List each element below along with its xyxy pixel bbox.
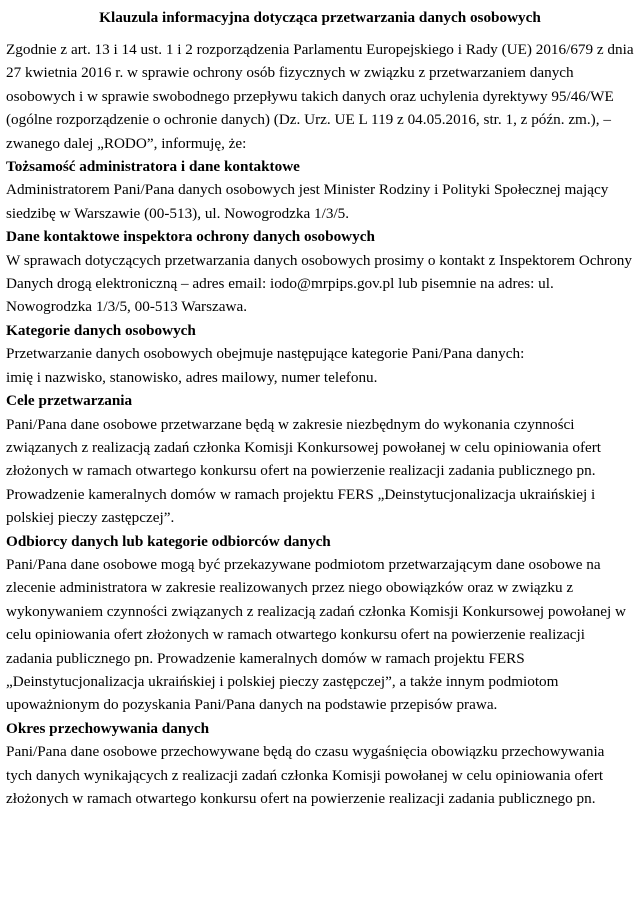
section-administrator <box>6 155 634 225</box>
section-retention <box>6 717 634 811</box>
section-paragraph: Pani/Pana dane osobowe przetwarzane będą w zakresie niezbędnym do wykonania czynności związanych z realizacją zadań członka Komisji Konkursowej powołanej w celu opiniowania ofert złożonych w ramach otwartego konkursu ofert na powierzenie realizacji zadania publicznego pn. Prowadzenie kameralnych domów w ramach projektu FERS „Deinstytucjonalizacja ukraińskiej i polskiej pieczy zastępczej”. <box>6 415 602 527</box>
section-paragraph: W sprawach dotyczących przetwarzania danych osobowych prosimy o kontakt z Inspektorem Ochrony Danych drogą elektroniczną – adres email: iodo@mrpips.gov.pl lub pisemnie na adres: ul. Nowogrodzka 1/3/5, 00-513 Warszawa. <box>6 251 632 316</box>
section-heading: Tożsamość administratora i dane kontaktowe <box>6 158 300 176</box>
document-title: Klauzula informacyjna dotycząca przetwarzania danych osobowych <box>99 9 541 26</box>
section-heading: Cele przetwarzania <box>6 392 133 410</box>
section-heading: Dane kontaktowe inspektora ochrony danych osobowych <box>6 228 375 246</box>
section-heading: Kategorie danych osobowych <box>6 321 196 339</box>
section-paragraph: Pani/Pana dane osobowe przechowywane będą do czasu wygaśnięcia obowiązku przechowywania tych danych wynikających z realizacji zadań członka Komisji powołanej w celu opiniowania ofert złożonych w ramach otwartego konkursu ofert na powierzenie realizacji zadania publicznego pn. <box>6 743 605 807</box>
section-iod-contact <box>6 225 634 319</box>
section-recipients <box>6 530 634 717</box>
section-data-categories <box>6 319 634 389</box>
section-paragraph: Przetwarzanie danych osobowych obejmuje następujące kategorie Pani/Pana danych: <box>6 345 525 363</box>
section-paragraph: imię i nazwisko, stanowisko, adres mailowy, numer telefonu. <box>6 368 378 386</box>
section-paragraph: Pani/Pana dane osobowe mogą być przekazywane podmiotom przetwarzającym dane osobowe na zlecenie administratora w zakresie realizowanych przez niego obowiązków oraz w związku z wykonywaniem czynności związanych z realizacją zadań członka Komisji Konkursowej powołanej w celu opiniowania ofert złożonych w ramach otwartego konkursu ofert na powierzenie realizacji zadania publicznego pn. Prowadzenie kameralnych domów w ramach projektu FERS „Deinstytucjonalizacja ukraińskiej i polskiej pieczy zastępczej”, a także innym podmiotom upoważnionym do pozyskania Pani/Pana danych na podstawie przepisów prawa. <box>6 555 626 714</box>
section-heading: Okres przechowywania danych <box>6 719 210 737</box>
section-heading: Odbiorcy danych lub kategorie odbiorców danych <box>6 532 331 550</box>
intro-paragraph: Zgodnie z art. 13 i 14 ust. 1 i 2 rozporządzenia Parlamentu Europejskiego i Rady (UE) 2016/679 z dnia 27 kwietnia 2016 r. w sprawie ochrony osób fizycznych w związku z przetwarzaniem danych osobowych i w sprawie swobodnego przepływu takich danych oraz uchylenia dyrektywy 95/46/WE (ogólne rozporządzenie o ochronie danych) (Dz. Urz. UE L 119 z 04.05.2016, str. 1, z późn. zm.), – zwanego dalej „RODO”, informuję, że: <box>6 41 634 152</box>
section-purposes <box>6 389 634 529</box>
section-paragraph: Administratorem Pani/Pana danych osobowych jest Minister Rodziny i Polityki Społecznej mający siedzibę w Warszawie (00-513), ul. Nowogrodzka 1/3/5. <box>6 181 609 222</box>
